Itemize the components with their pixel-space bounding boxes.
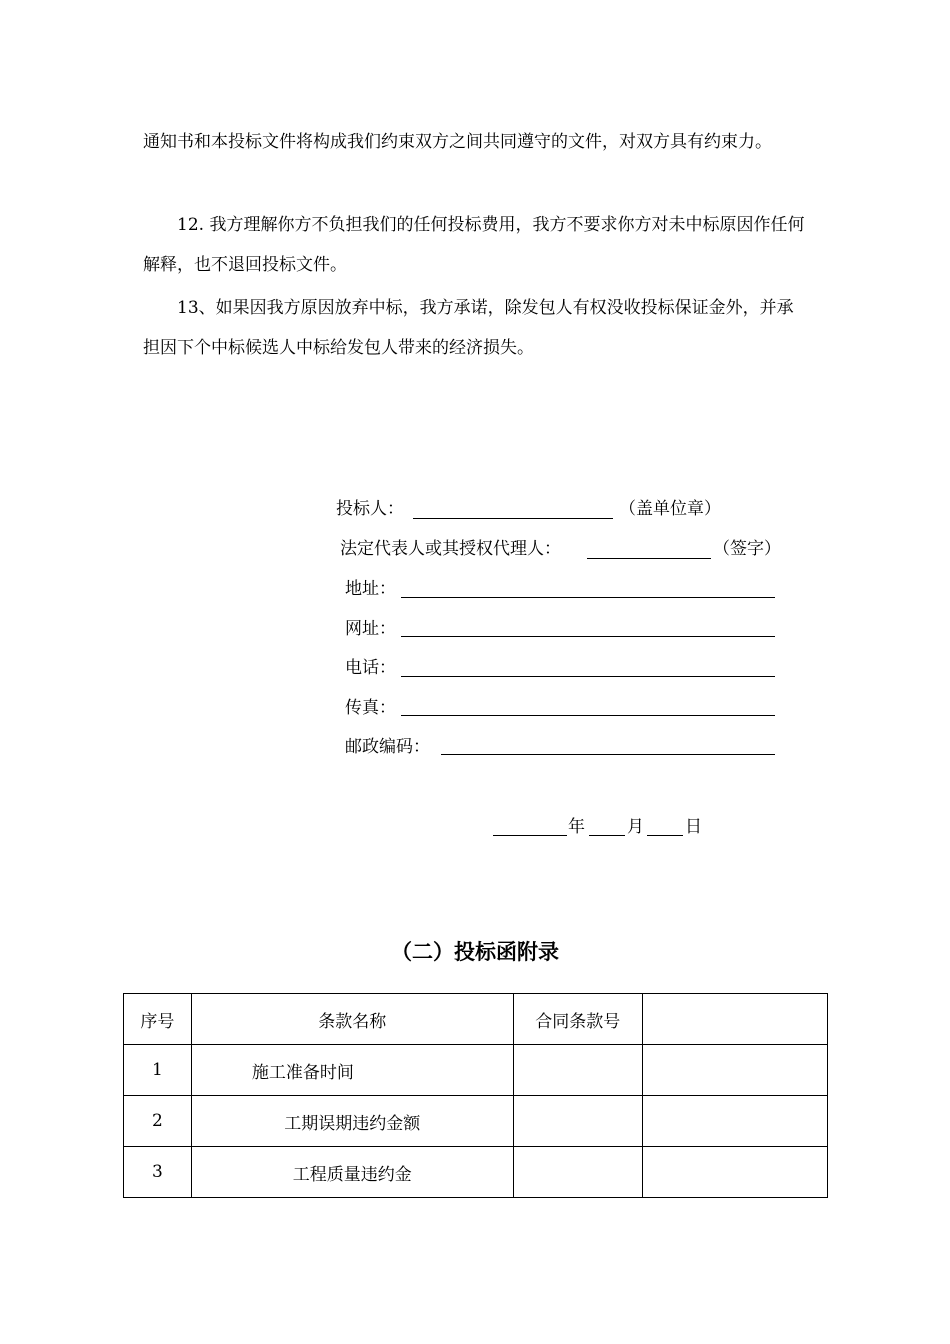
fax-blank[interactable] [401,715,775,716]
row-clause-number[interactable] [513,1147,642,1198]
paragraph-continuation: 通知书和本投标文件将构成我们约束双方之间共同遵守的文件，对双方具有约束力。 [143,132,772,152]
website-label: 网址： [345,619,396,639]
row-serial: 2 [124,1096,192,1147]
bidder-blank[interactable] [413,518,613,519]
row-clause-name: 工程质量违约金 [191,1147,513,1198]
phone-label: 电话： [345,658,396,678]
row-clause-name: 工期误期违约金额 [191,1096,513,1147]
address-blank[interactable] [401,597,775,598]
month-label: 月 [627,817,644,837]
row-serial: 3 [124,1147,192,1198]
postcode-label: 邮政编码： [345,737,430,757]
bidder-seal-note: （盖单位章） [619,499,721,519]
header-serial: 序号 [124,994,192,1045]
representative-sign-note: （签字） [713,539,781,559]
row-serial: 1 [124,1045,192,1096]
table-header-row [124,994,828,1045]
table-row [124,1045,828,1096]
phone-blank[interactable] [401,676,775,677]
paragraph-12: 12. 我方理解你方不负担我们的任何投标费用，我方不要求你方对未中标原因作任何解释，也不退回投标文件。 [143,215,805,275]
year-label: 年 [568,817,585,837]
table-row [124,1147,828,1198]
row-extra[interactable] [643,1147,828,1198]
day-label: 日 [685,817,702,837]
row-clause-name: 施工准备时间 [191,1045,513,1096]
section-title: （二）投标函附录 [391,940,559,964]
representative-label: 法定代表人或其授权代理人： [340,539,561,559]
header-clause-number: 合同条款号 [513,994,642,1045]
day-blank[interactable] [647,835,683,836]
website-blank[interactable] [401,636,775,637]
month-blank[interactable] [589,835,625,836]
representative-blank[interactable] [587,558,711,559]
bidder-label: 投标人： [336,499,404,519]
row-extra[interactable] [643,1045,828,1096]
row-extra[interactable] [643,1096,828,1147]
postcode-blank[interactable] [441,754,775,755]
row-clause-number[interactable] [513,1045,642,1096]
header-clause-name: 条款名称 [191,994,513,1045]
row-clause-number[interactable] [513,1096,642,1147]
fax-label: 传真： [345,698,396,718]
bid-appendix-table [123,993,828,1198]
address-label: 地址： [345,579,396,599]
paragraph-13: 13、如果因我方原因放弃中标，我方承诺，除发包人有权没收投标保证金外，并承担因下个中标候选人中标给发包人带来的经济损失。 [143,298,794,358]
year-blank[interactable] [493,835,567,836]
header-extra [643,994,828,1045]
table-row [124,1096,828,1147]
